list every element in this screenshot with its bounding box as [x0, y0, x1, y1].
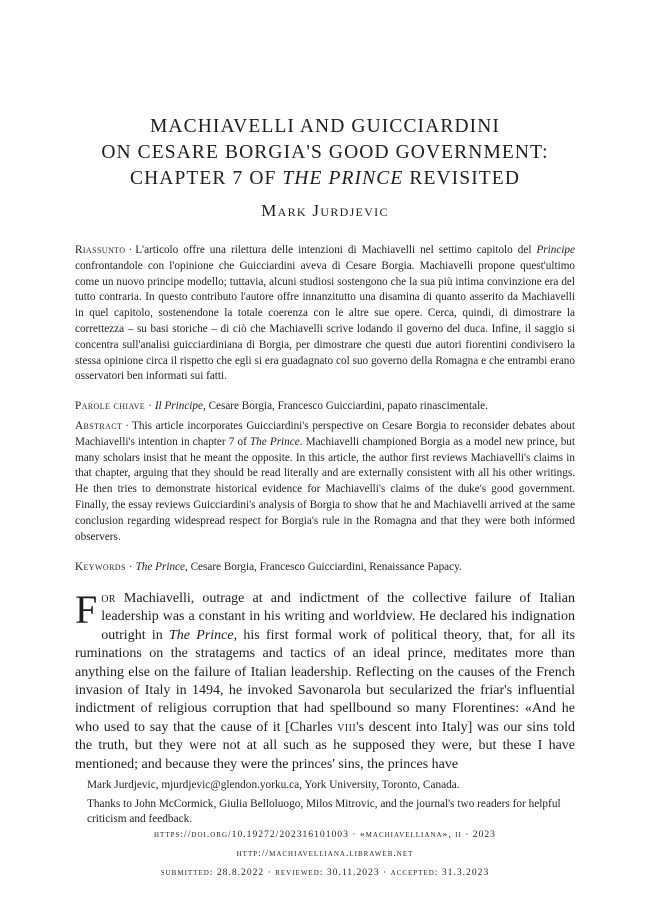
- parole-chiave-text: , Cesare Borgia, Francesco Guicciardini, papato rinascimentale.: [202, 400, 488, 412]
- riassunto-separator: ·: [128, 244, 133, 256]
- body-paragraph: [75, 587, 575, 774]
- parole-chiave-separator: ·: [148, 400, 152, 412]
- body-text-3: 's descent into Italy] was our sins told the truth, but they were not at all such as he supposed they were, but these I have mentioned; and because they were the princes' sins, the princes have: [75, 719, 575, 772]
- title-line-3: [60, 166, 590, 192]
- body-text-1: Machiavelli, outrage at and indictment of the collective failure of Italian leadership was a constant in his writing and worldview. He declared his indignation outright in: [101, 591, 575, 643]
- title-line-2: ON CESARE BORGIA'S GOOD GOVERNMENT:: [101, 142, 549, 163]
- abstract-paragraph: [75, 419, 575, 545]
- keywords-label: Keywords: [75, 561, 126, 573]
- abstract-italic: The Prince: [249, 435, 300, 448]
- article-title: [60, 114, 590, 192]
- keywords-separator: ·: [128, 561, 133, 573]
- abstract-text-2: . Machiavelli championed Borgia as a model new prince, but many scholars insist that he meant the opposite. In this article, the author first reviews Machiavelli's claims in that chapter, arguing that they should be read literally and are externally consistent with all his other writings. He then tries to demonstrate historical evidence for Machiavelli's claims of the duke's good government. Finally, the essay reviews Guicciardini's analysis of Borgia to show that he and Machiavelli arrived at the same conclusion regarding widespread respect for Borgia's rule in the Romagna and that they were both informed observers.: [75, 435, 575, 543]
- keywords-text: , Cesare Borgia, Francesco Guicciardini, Renaissance Papacy.: [184, 561, 462, 573]
- keywords-italic: The Prince: [135, 561, 185, 573]
- title-line-3-pre: CHAPTER 7 OF: [129, 168, 283, 189]
- abstract-text-1: This article incorporates Guicciardini's perspective on Cesare Borgia to reconsider debates about Machiavelli's intention in chapter 7 of: [75, 420, 575, 448]
- body-lead: or: [101, 591, 116, 606]
- body-smallcaps: viii: [337, 719, 357, 735]
- drop-cap: F: [75, 587, 98, 632]
- title-line-1: MACHIAVELLI AND GUICCIARDINI: [149, 116, 500, 137]
- title-line-3-post: REVISITED: [403, 168, 521, 189]
- abstract-separator: ·: [125, 420, 130, 432]
- footnotes: [75, 778, 575, 828]
- abstract-label: Abstract: [75, 420, 123, 432]
- parole-chiave-paragraph: [75, 399, 575, 415]
- body-italic: The Prince: [169, 627, 234, 643]
- footnote-thanks: Thanks to John McCormick, Giulia Belloluogo, Milos Mitrovic, and the journal's two readers for helpful criticism and feedback.: [87, 797, 561, 825]
- journal-url-line: http://machiavelliana.libraweb.net: [236, 848, 414, 859]
- keywords-paragraph: [75, 560, 575, 576]
- riassunto-text-2: confrontandole con l'opinione che Guicciardini aveva di Cesare Borgia. Machiavelli propone quest'ultimo come un nuovo principe modello; tuttavia, alcuni studiosi sostengono che la sua più intima convinzione era del tutto contraria. In questo contributo l'autore offre innanzitutto una disamina di quanto asserito da Machiavelli in quel capitolo, sostenendone la totale coerenza con le altre sue opere. Cerca, quindi, di dimostrare la correttezza – su basi storiche – di ciò che Machiavelli scrive lodando il governo del duca. Infine, il saggio si concentra sull'analisi guicciardiniana di Borgia, per dimostrare che questi due autori fiorentini condivisero la stessa opinione circa il rispetto che egli si era guadagnato col suo governo della Romagna e che entrambi erano osservatori ben informati sui fatti.: [75, 259, 575, 383]
- author-name: Mark Jurdjevic: [261, 201, 389, 220]
- footnote-affiliation: Mark Jurdjevic, mjurdjevic@glendon.yorku.ca, York University, Toronto, Canada.: [87, 779, 460, 791]
- submission-dates-line: submitted: 28.8.2022 · reviewed: 30.11.2023 · accepted: 31.3.2023: [160, 867, 490, 878]
- riassunto-label: Riassunto: [75, 244, 126, 256]
- riassunto-text-1: L'articolo offre una rilettura delle intenzioni di Machiavelli nel settimo capitolo del: [135, 244, 537, 256]
- riassunto-paragraph: [75, 243, 575, 385]
- parole-chiave-label: Parole chiave: [75, 400, 146, 412]
- doi-line: https://doi.org/10.19272/202316101003 · «machiavelliana», ii · 2023: [154, 829, 496, 840]
- parole-chiave-italic: Il Principe: [154, 400, 203, 412]
- body-text-2: , his first formal work of political theory, that, for all its ruminations on the stratagems and tactics of an ideal prince, meditates more than anything else on the failure of Italian leadership. Reflecting on the causes of the French invasion of Italy in 1494, he invoked Savonarola but secularized the friar's influential indictment of religious corruption that had spellbound so many Florentines: «And he who used to say that the cause of it [Charles: [75, 627, 575, 735]
- title-italic-work: THE PRINCE: [282, 168, 404, 189]
- riassunto-italic: Principe: [536, 244, 575, 256]
